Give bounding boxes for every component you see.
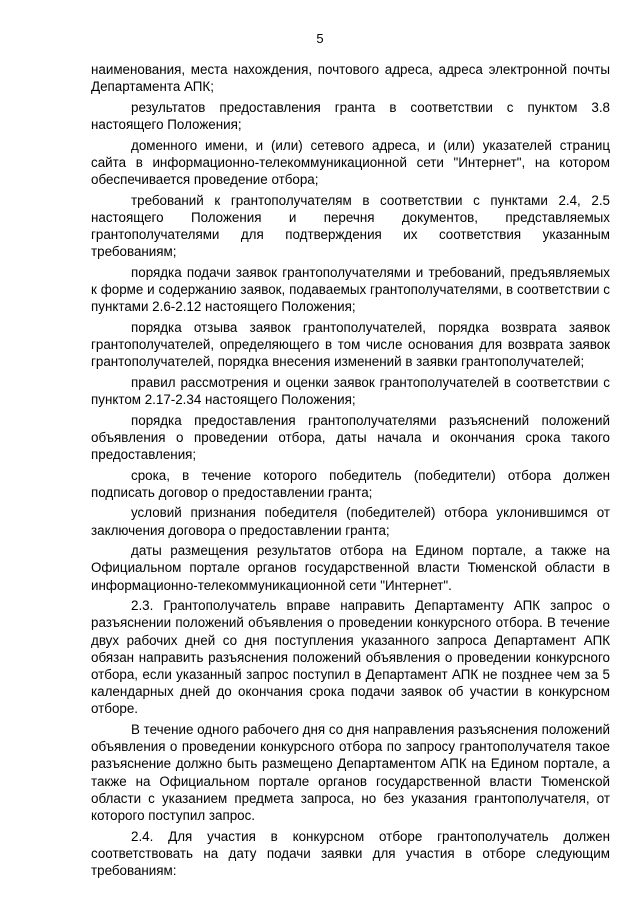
paragraph-1: наименования, места нахождения, почтового адреса, адреса электронной почты Департамента АПК;: [91, 62, 610, 95]
paragraph-10: условий признания победителя (победителей) отбора уклонившимся от заключения договора о предоставлении гранта;: [91, 505, 610, 538]
paragraph-7: правил рассмотрения и оценки заявок грантополучателей в соответствии с пунктом 2.17-2.34 настоящего Положения;: [91, 374, 610, 407]
paragraph-13: В течение одного рабочего дня со дня направления разъяснения положений объявления о проведении конкурсного отбора по запросу грантополучателя такое разъяснение должно быть размещено Департаментом АПК на Едином портале, а также на Официальном портале органов государственной власти Тюменской области с указанием предмета запроса, но без указания грантополучателя, от которого поступил запрос.: [91, 722, 610, 824]
paragraph-9: срока, в течение которого победитель (победители) отбора должен подписать договор о предоставлении гранта;: [91, 467, 610, 500]
paragraph-6: порядка отзыва заявок грантополучателей, порядка возврата заявок грантополучателей, определяющего в том числе основания для возврата заявок грантополучателей, порядка внесения изменений в заявки грантополучателей;: [91, 319, 610, 370]
page-number: 5: [316, 31, 324, 46]
paragraph-8: порядка предоставления грантополучателями разъяснений положений объявления о проведении отбора, даты начала и окончания срока такого предоставления;: [91, 412, 610, 462]
document-body: [91, 61, 610, 883]
paragraph-3: доменного имени, и (или) сетевого адреса, и (или) указателей страниц сайта в информационно-телекоммуникационной сети "Интернет", на котором обеспечивается проведение отбора;: [91, 137, 610, 187]
paragraph-14: 2.4. Для участия в конкурсном отборе грантополучатель должен соответствовать на дату подачи заявки для участия в отборе следующим требованиям:: [91, 828, 610, 879]
paragraph-4: требований к грантополучателям в соответствии с пунктами 2.4, 2.5 настоящего Положения и перечня документов, представляемых грантополучателями для подтверждения их соответствия указанным требованиям;: [91, 192, 610, 260]
paragraph-5: порядка подачи заявок грантополучателями и требований, предъявляемых к форме и содержанию заявок, подаваемых грантополучателями, в соответствии с пунктами 2.6-2.12 настоящего Положения;: [91, 264, 610, 315]
paragraph-11: даты размещения результатов отбора на Едином портале, а также на Официальном портале органов государственной власти Тюменской области в информационно-телекоммуникационной сети "Интернет".: [91, 543, 610, 593]
paragraph-12: 2.3. Грантополучатель вправе направить Департаменту АПК запрос о разъяснении положений объявления о проведении конкурсного отбора. В течение двух рабочих дней со дня поступления указанного запроса Департамент АПК обязан направить разъяснения положений объявления о проведении конкурсного отбора, если указанный запрос поступил в Департамент АПК не позднее чем за 5 календарных дней до окончания срока подачи заявок об участии в конкурсном отборе.: [91, 598, 610, 717]
paragraph-2: результатов предоставления гранта в соответствии с пунктом 3.8 настоящего Положения;: [91, 99, 610, 132]
